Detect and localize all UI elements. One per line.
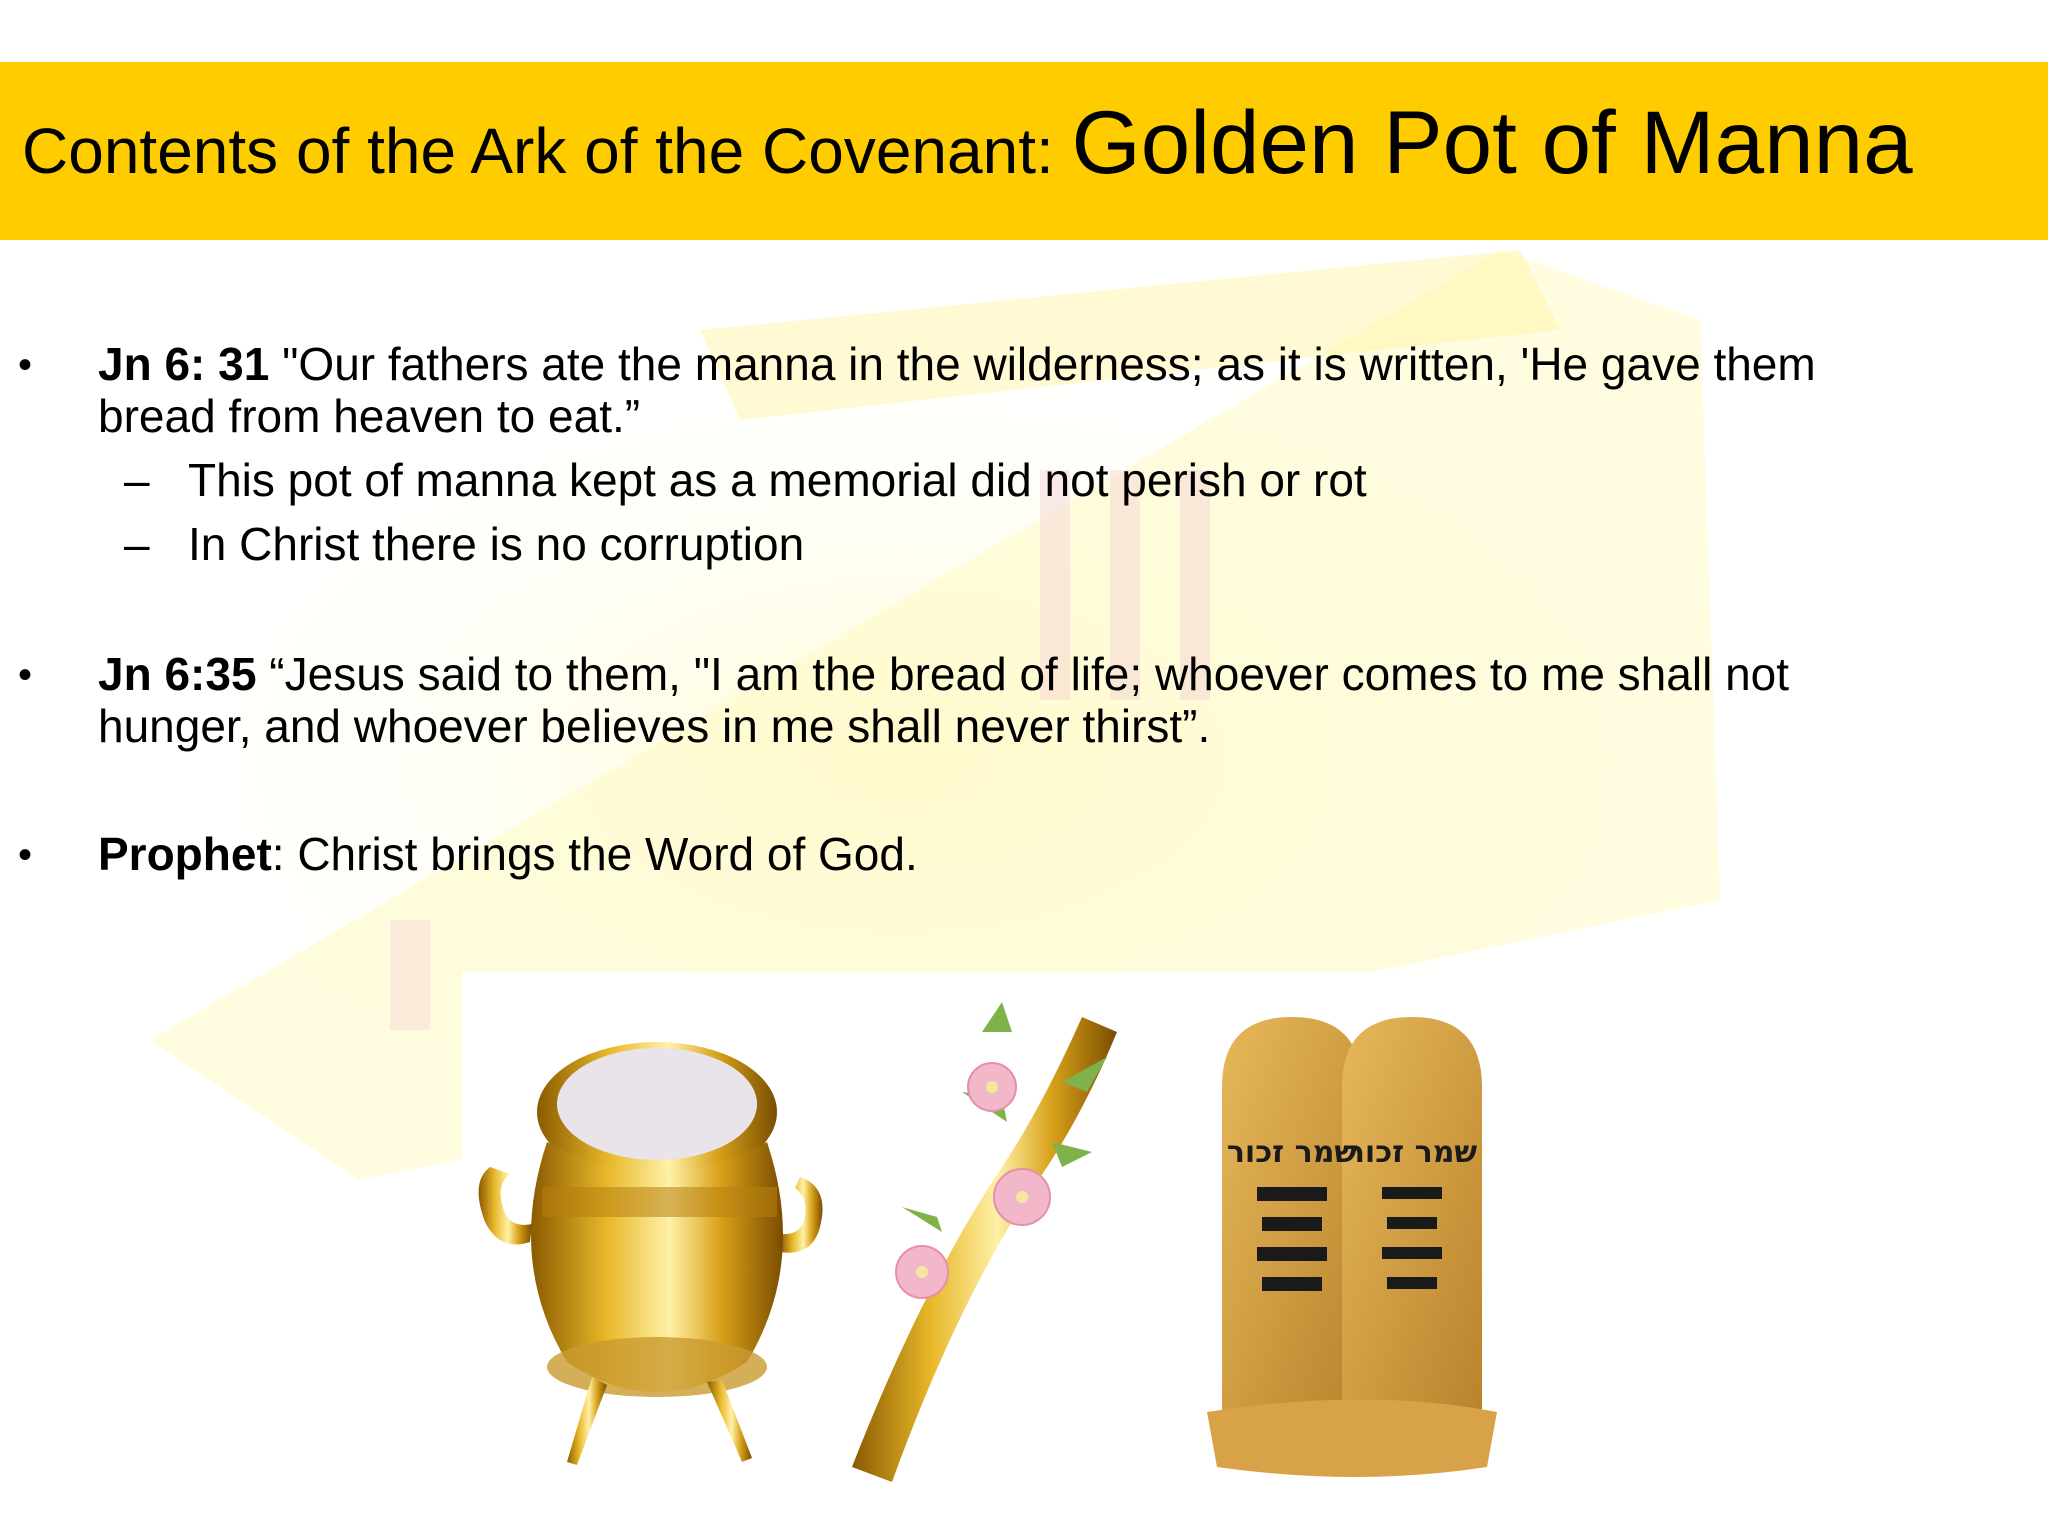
title-prefix: Contents of the Ark of the Covenant: [22,115,1072,187]
tablet-left-inscription: שמר זכור [1226,1135,1358,1170]
stone-tablets-icon [1207,1017,1497,1477]
bullet-3-text: : Christ brings the Word of God. [271,828,918,880]
sub-bullet-marker: – [124,454,150,506]
bullet-marker: • [18,833,33,877]
bullet-1-text: "Our fathers ate the manna in the wilderness; as it is written, 'He gave them [269,338,1816,390]
tablet-right-inscription: שמר זכור [1346,1135,1478,1170]
bullet-2-text: “Jesus said to them, "I am the bread of life; whoever comes to me shall not [256,648,1790,700]
bullet-2-line-2: hunger, and whoever believes in me shall never thirst”. [98,700,1211,752]
bullet-marker: • [18,653,33,697]
sub-bullet-marker: – [124,518,150,570]
ark-contents-photo [462,972,1590,1502]
bullet-3-reference: Prophet [98,828,272,880]
bullet-1-line-1 [98,338,1816,390]
bullet-1-reference: Jn 6: 31 [98,338,270,390]
bullet-1-line-2: bread from heaven to eat.” [98,390,641,442]
bullet-2-line-1 [98,648,1790,700]
bullet-marker: • [18,343,33,387]
bullet-1-sub-2: In Christ there is no corruption [188,518,805,570]
bullet-1-sub-1: This pot of manna kept as a memorial did not perish or rot [188,454,1367,506]
bullet-2-reference: Jn 6:35 [98,648,257,700]
bullet-3-line-1 [98,828,918,880]
slide-title [22,92,1913,192]
title-main: Golden Pot of Manna [1071,92,1913,192]
